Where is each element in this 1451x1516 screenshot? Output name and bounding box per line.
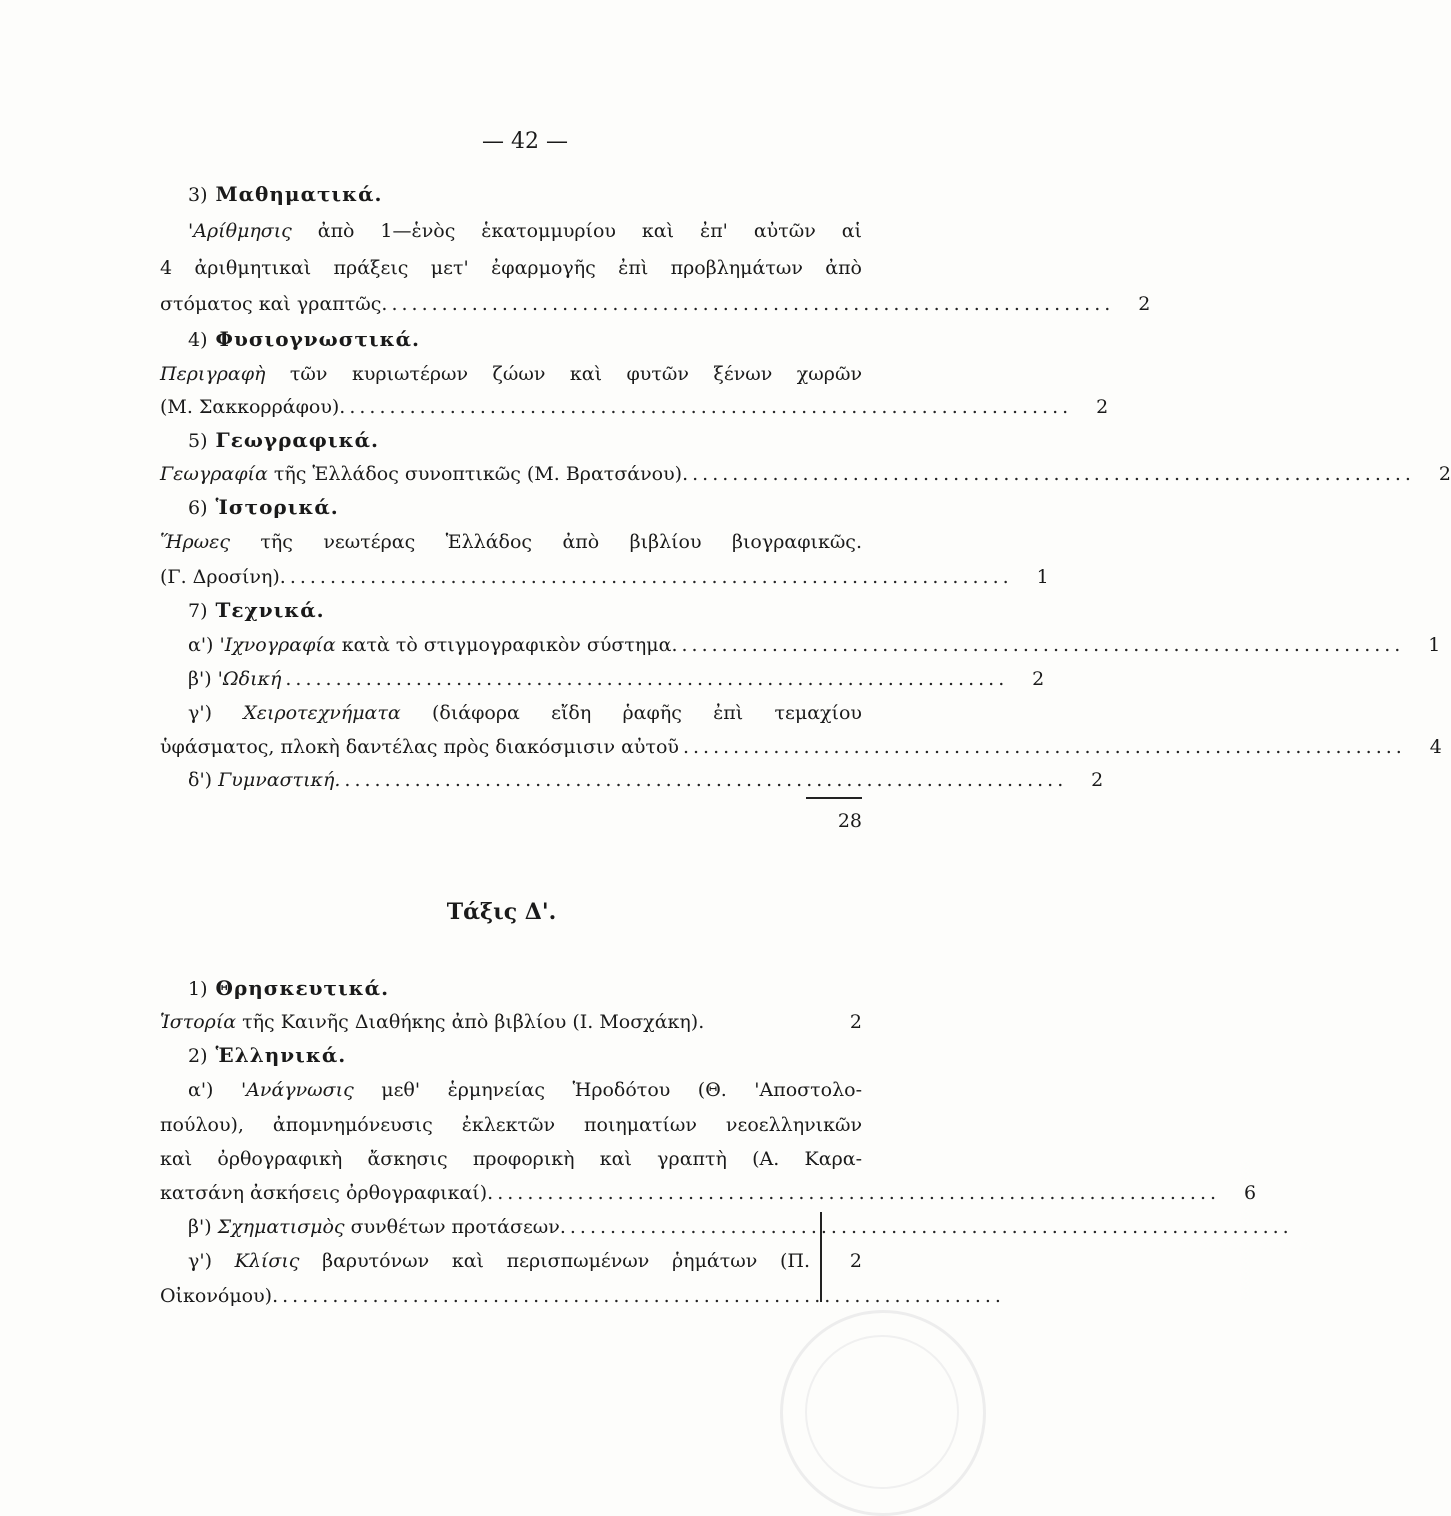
item-term: Γυμναστική. xyxy=(218,769,341,791)
item-term: Σχηματισμὸς xyxy=(217,1216,345,1238)
math-line-3 xyxy=(160,287,1151,321)
hist-text-1: τῆς νεωτέρας Ἑλλάδος ἀπὸ βιβλίου βιογραφικῶς. xyxy=(260,531,862,553)
item-text: πούλου), ἀπομνημόνευσις ἐκλεκτῶν ποιηματίων νεοελληνικῶν xyxy=(160,1114,862,1136)
section-heading-geo xyxy=(188,424,379,456)
item-text: (διάφορα εἴδη ῥαφῆς ἐπὶ τεμαχίου xyxy=(432,702,862,724)
brace xyxy=(820,1212,830,1302)
math-term: 'Αρίθμησις xyxy=(188,220,292,242)
leader-dots: ........................................................................ xyxy=(344,769,1068,791)
hours-value: 2 xyxy=(849,1011,862,1033)
section-heading-greek xyxy=(188,1039,346,1071)
library-stamp xyxy=(780,1310,986,1516)
item-label: α') xyxy=(188,1079,214,1101)
section-heading-hist xyxy=(188,491,339,523)
section-heading-relig xyxy=(188,972,389,1004)
greek-b-line xyxy=(188,1210,1293,1244)
math-text-3: στόματος καὶ γραπτῶς. xyxy=(160,293,388,315)
hist-line-2 xyxy=(160,560,1049,594)
hours-value: 2 xyxy=(1138,293,1151,315)
leader-dots: ........................................................................ xyxy=(289,566,1013,588)
page-number: — 42 — xyxy=(482,129,568,154)
item-term: Κλίσις xyxy=(234,1250,300,1272)
item-label: β') xyxy=(188,668,212,690)
section-heading-physio xyxy=(188,323,420,355)
leader-dots: ........................................................................ xyxy=(282,1285,1005,1307)
item-text: μεθ' ἑρμηνείας Ἡροδότου (Θ. 'Αποστολο- xyxy=(381,1079,862,1101)
heading-text: Ἱστορικά. xyxy=(215,495,339,519)
physio-line-1 xyxy=(160,357,862,391)
heading-number: 2) xyxy=(188,1045,208,1067)
tech-d-line xyxy=(188,763,1104,797)
geo-line-1 xyxy=(160,457,1451,491)
leader-dots: ........................................................................ xyxy=(682,736,1406,758)
item-text: καὶ ὀρθογραφικὴ ἄσκησις προφορικὴ καὶ γραπτὴ (Α. Καρα- xyxy=(160,1148,862,1170)
geo-term: Γεωγραφία xyxy=(160,463,268,485)
item-label: β') xyxy=(188,1216,212,1238)
hours-value: 2 xyxy=(849,1250,862,1272)
math-line-2 xyxy=(160,251,862,285)
hours-value: 1 xyxy=(1036,566,1049,588)
total-rule xyxy=(806,797,862,799)
item-term: Χειροτεχνήματα xyxy=(243,702,401,724)
leader-dots: ........................................................................ xyxy=(569,1216,1293,1238)
item-label: α') xyxy=(188,634,214,656)
item-term: 'Ιχνογραφία xyxy=(219,634,336,656)
physio-term: Περιγραφὴ xyxy=(160,363,266,385)
item-label: γ') xyxy=(188,1250,212,1272)
item-text: Οἰκονόμου). xyxy=(160,1285,279,1307)
leader-dots: ........................................................................ xyxy=(391,293,1115,315)
hours-value: 2 xyxy=(1096,396,1109,418)
math-line-1 xyxy=(188,214,862,248)
greek-a-line-4 xyxy=(160,1176,1257,1210)
heading-text: Μαθηματικά. xyxy=(215,182,383,206)
leader-dots: ........................................................................ xyxy=(692,463,1415,485)
heading-number: 3) xyxy=(188,184,208,206)
tech-b-line xyxy=(188,662,1045,696)
heading-text: Ἑλληνικά. xyxy=(215,1043,347,1067)
tech-c-line-2 xyxy=(160,730,1442,764)
heading-number: 5) xyxy=(188,430,208,452)
greek-a-line-1 xyxy=(188,1073,862,1107)
item-term: 'Ωδική xyxy=(217,668,282,690)
heading-number: 4) xyxy=(188,329,208,351)
hist-term: Ἥρωες xyxy=(160,531,230,553)
relig-term: Ἱστορία xyxy=(160,1011,237,1033)
item-label: γ') xyxy=(188,702,212,724)
item-text: ὑφάσματος, πλοκὴ δαντέλας πρὸς διακόσμισιν αὐτοῦ xyxy=(160,736,679,758)
hours-value: 2 xyxy=(1091,769,1104,791)
hours-value: 6 xyxy=(1243,1182,1257,1204)
physio-text-1: τῶν κυριωτέρων ζώων καὶ φυτῶν ξένων χωρῶν xyxy=(289,363,862,385)
item-term: 'Ανάγνωσις xyxy=(240,1079,354,1101)
greek-a-line-3 xyxy=(160,1142,862,1176)
hours-value: 4 xyxy=(1429,736,1442,758)
heading-number: 1) xyxy=(188,978,208,1000)
leader-dots: ........................................................................ xyxy=(497,1182,1221,1204)
hours-value: 2 xyxy=(1032,668,1045,690)
item-label: δ') xyxy=(188,769,213,791)
geo-text-1: τῆς Ἑλλάδος συνοπτικῶς (Μ. Βρατσάνου). xyxy=(273,463,689,485)
hist-line-1 xyxy=(160,525,862,559)
hist-text-2: (Γ. Δροσίνη). xyxy=(160,566,286,588)
leader-dots: ........................................................................ xyxy=(349,396,1073,418)
leader-dots: ........................................................................ xyxy=(681,634,1405,656)
relig-text-1: τῆς Καινῆς Διαθήκης ἀπὸ βιβλίου (Ι. Μοσχάκη). xyxy=(242,1011,705,1033)
greek-c-line-2 xyxy=(160,1279,1005,1313)
heading-text: Τεχνικά. xyxy=(215,598,325,622)
relig-line-1 xyxy=(160,1005,862,1039)
math-text-1: ἀπὸ 1—ἑνὸς ἑκατομμυρίου καὶ ἐπ' αὐτῶν αἱ xyxy=(317,220,862,242)
section-heading-math xyxy=(188,178,382,210)
item-text: βαρυτόνων καὶ περισπωμένων ῥημάτων (Π. xyxy=(322,1250,810,1272)
leader-dots: ........................................................................ xyxy=(285,668,1009,690)
section-title: Τάξις Δ'. xyxy=(446,899,557,925)
greek-c-line-1 xyxy=(188,1244,810,1278)
hours-value: 2 xyxy=(1438,463,1451,485)
total-hours: 28 xyxy=(837,810,862,832)
hours-value: 1 xyxy=(1428,634,1441,656)
physio-text-2: (Μ. Σακκορράφου). xyxy=(160,396,346,418)
tech-a-line xyxy=(188,628,1441,662)
item-text: συνθέτων προτάσεων. xyxy=(350,1216,566,1238)
section-heading-tech xyxy=(188,594,325,626)
math-text-2: 4 ἀριθμητικαὶ πράξεις μετ' ἐφαρμογῆς ἐπὶ προβλημάτων ἀπὸ xyxy=(160,257,862,279)
greek-a-line-2 xyxy=(160,1108,862,1142)
heading-number: 7) xyxy=(188,600,208,622)
heading-text: Φυσιογνωστικά. xyxy=(215,327,420,351)
physio-line-2 xyxy=(160,390,1109,424)
item-text: κατὰ τὸ στιγμογραφικὸν σύστημα. xyxy=(341,634,678,656)
item-text: κατσάνη ἀσκήσεις ὀρθογραφικαί). xyxy=(160,1182,494,1204)
tech-c-line-1 xyxy=(188,696,862,730)
heading-text: Θρησκευτικά. xyxy=(215,976,390,1000)
heading-number: 6) xyxy=(188,497,208,519)
heading-text: Γεωγραφικά. xyxy=(215,428,379,452)
